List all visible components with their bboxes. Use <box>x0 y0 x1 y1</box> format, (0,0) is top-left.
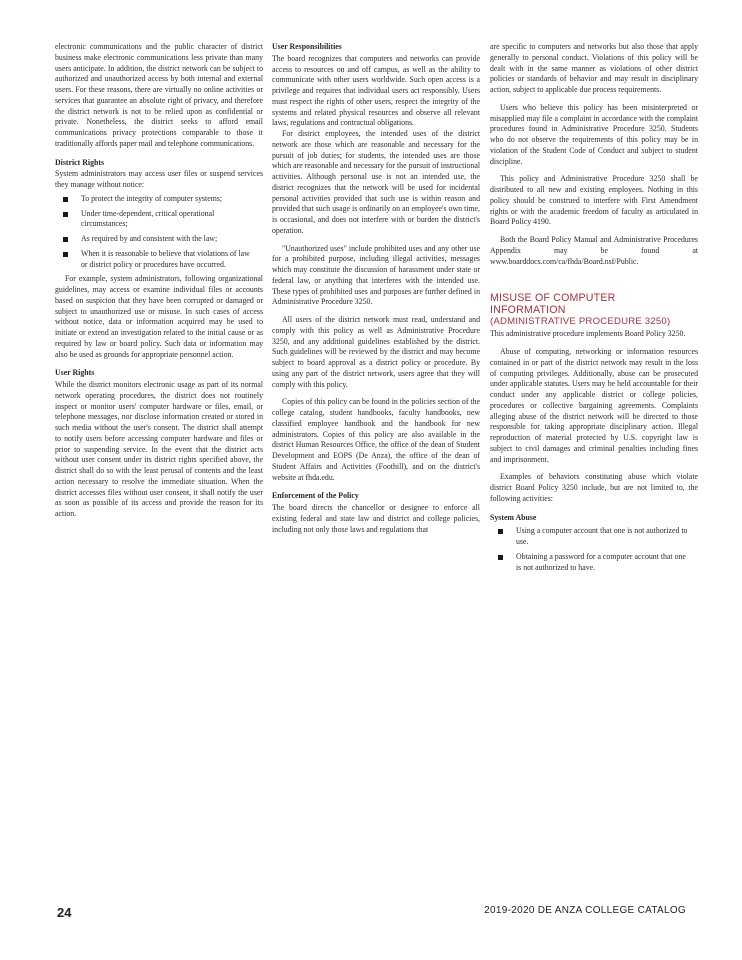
paragraph-examples: Examples of behaviors constituting abuse which violate district Board Policy 3250 include, but are not limited to, the following activities: <box>490 472 698 503</box>
paragraph-enforcement: The board directs the chancellor or designee to enforce all existing federal and state law and district and college policies, including not only those laws and regulations that <box>272 503 480 534</box>
heading-district-rights: District Rights <box>55 157 105 167</box>
paragraph-district-rights: System administrators may access user files or suspend services they manage without notice: <box>55 169 263 189</box>
list-item: Using a computer account that one is not authorized to use. <box>490 526 698 548</box>
paragraph-continuation: are specific to computers and networks but also those that apply generally to personal conduct. Violations of this policy will be dealt with in the same manner as violations of other district policies or standards of behavior and may result in disciplinary action, subject to applicable due process requirements. <box>490 42 698 94</box>
list-item: Obtaining a password for a computer account that one is not authorized to have. <box>490 552 698 574</box>
square-bullet-icon <box>63 237 68 242</box>
paragraph-example: For example, system administrators, following organizational guidelines, may access or examine individual files or accounts based on suspicion that they have been corrupted or damaged or subject to unauthorized use or misuse. In such cases of access without notice, data or information acquired may be used to initiate or extend an investigation related to the initial cause or as required by law or board policy. Such data or information may also be used as grounds for appropriate personnel action. <box>55 274 263 359</box>
paragraph-user-rights: While the district monitors electronic usage as part of its normal network operating procedures, the district does not routinely inspect or monitor users' computer hardware or files, email, or telephone messages, nor disclose information created or stored in such media without the user's consent. The district shall attempt to notify users before accessing computer hardware and files or prior to suspending service. In the event that the district acts without user consent under its district rights specified above, the district shall do so with the least perusal of contents and the least action necessary to resolve the immediate situation. When the district accesses files without user consent, it shall notify the user as soon as possible of its access and provide the reason for its action. <box>55 380 263 518</box>
paragraph-distribution: This policy and Administrative Procedure 3250 shall be distributed to all new and existing employees. Nothing in this policy should be construed to interfere with First Amendment rights or with the academic freedom of faculty as articulated in Board Policy 4190. <box>490 174 698 227</box>
paragraph-user-responsibilities: The board recognizes that computers and networks can provide access to resources on and off campus, as well as the ability to communicate with other users worldwide. Such open access is a privilege and requires that individual users act responsibly. Users must respect the rights of other users, respect the integrity of the systems and related physical resources and observe all relevant laws, regulations and contractual obligations. <box>272 53 480 128</box>
district-rights-list <box>55 194 263 271</box>
square-bullet-icon <box>498 529 503 534</box>
catalog-title: 2019-2020 DE ANZA COLLEGE CATALOG <box>484 905 686 916</box>
paragraph-copies: Copies of this policy can be found in the policies section of the college catalog, student handbooks, faculty handbooks, new classified employee handbook and the handbook for new administrators. Copies of this policy are also available in the district Human Resources Office, the office of the dean of Student Development and EOPS (De Anza), the office of the dean of Student Affairs and Activities (Foothill), and on the district's website at fhda.edu. <box>272 397 480 482</box>
page-number: 24 <box>57 905 72 920</box>
system-abuse-list <box>490 526 698 573</box>
square-bullet-icon <box>63 252 68 257</box>
paragraph-abuse: Abuse of computing, networking or information resources contained in or part of the district network may result in the loss of computing privileges. Additionally, abuse can be prosecuted under applicable statutes. Users may be held accountable for their conduct under any applicable district or college policies, procedures or collective bargaining agreements. Complaints alleging abuse of the district network will be directed to those responsible for taking appropriate disciplinary action. Illegal reproduction of material protected by U.S. copyright law is subject to civil damages and criminal penalties including fines and imprisonment. <box>490 347 698 464</box>
paragraph-intro: electronic communications and the public character of district business make electronic communications less private than many users anticipate. In addition, the district network can be subject to authorized and unauthorized access by both internal and external users. For these reasons, there are virtually no online activities or services that guarantee an absolute right of privacy, and therefore the district network is not to be relied upon as confidential or private. Nonetheless, the district seeks to afford email communications privacy protections comparable to those it traditionally affords paper mail and telephone communications. <box>55 42 263 148</box>
heading-enforcement: Enforcement of the Policy <box>272 491 359 501</box>
heading-user-rights: User Rights <box>55 368 95 378</box>
column-middle <box>272 42 480 535</box>
list-item: Under time-dependent, critical operational circumstances; <box>55 209 263 231</box>
list-item: As required by and consistent with the law; <box>55 234 263 245</box>
paragraph-intended-uses: For district employees, the intended uses of the district network are those which are reasonable and necessary for the pursuit of job duties; for students, the intended uses are those which are reasonable and necessary for the pursuit of instructional activities. Although personal use is not an intended use, the district recognizes that the network will be used for incidental personal activities provided that such use is within reason and provided that such usage is ordinarily on an employee's own time, is occasional, and does not interfere with or burden the district's operation. <box>272 129 481 235</box>
column-left <box>55 42 263 520</box>
section-subtitle: (ADMINISTRATIVE PROCEDURE 3250) <box>490 316 671 328</box>
heading-system-abuse: System Abuse <box>490 512 537 522</box>
paragraph-complaints: Users who believe this policy has been misinterpreted or misapplied may file a complaint in accordance with the complaint procedures found in Administrative Procedure 3250. Students who do not observe the requirements of this policy may be in violation of the Student Code of Conduct and subject to student discipline. <box>490 102 698 166</box>
list-item: To protect the integrity of computer systems; <box>55 194 263 205</box>
paragraph-unauthorized-uses: "Unauthorized uses" include prohibited uses and any other use for a prohibited purpose, including illegal activities, messages which may constitute the discussion of harassment under state or federal law, or anything that interferes with the intended use. These types of prohibited uses and purposes are further defined in Administrative Procedure 3250. <box>272 243 480 307</box>
heading-user-responsibilities: User Responsibilities <box>272 42 342 51</box>
square-bullet-icon <box>498 555 503 560</box>
square-bullet-icon <box>63 212 68 217</box>
section-title: MISUSE OF COMPUTER INFORMATION <box>490 292 616 316</box>
paragraph-implements: This administrative procedure implements Board Policy 3250. <box>490 329 686 339</box>
paragraph-all-users: All users of the district network must read, understand and comply with this policy as well as Administrative Procedure 3250, and any additional guidelines established by the district. Such guidelines will be reviewed by the district and may become subject to board approval as a district policy or procedure. By using any part of the district network, users agree that they will comply with this policy. <box>272 315 480 389</box>
column-right <box>490 42 698 577</box>
square-bullet-icon <box>63 197 68 202</box>
list-item: When it is reasonable to believe that violations of law or district policy or procedures have occurred. <box>55 249 263 271</box>
paragraph-board-manual: Both the Board Policy Manual and Administrative Procedures Appendix may be found at www.boarddocs.com/ca/fhda/Board.nsf/Public. <box>490 235 698 266</box>
